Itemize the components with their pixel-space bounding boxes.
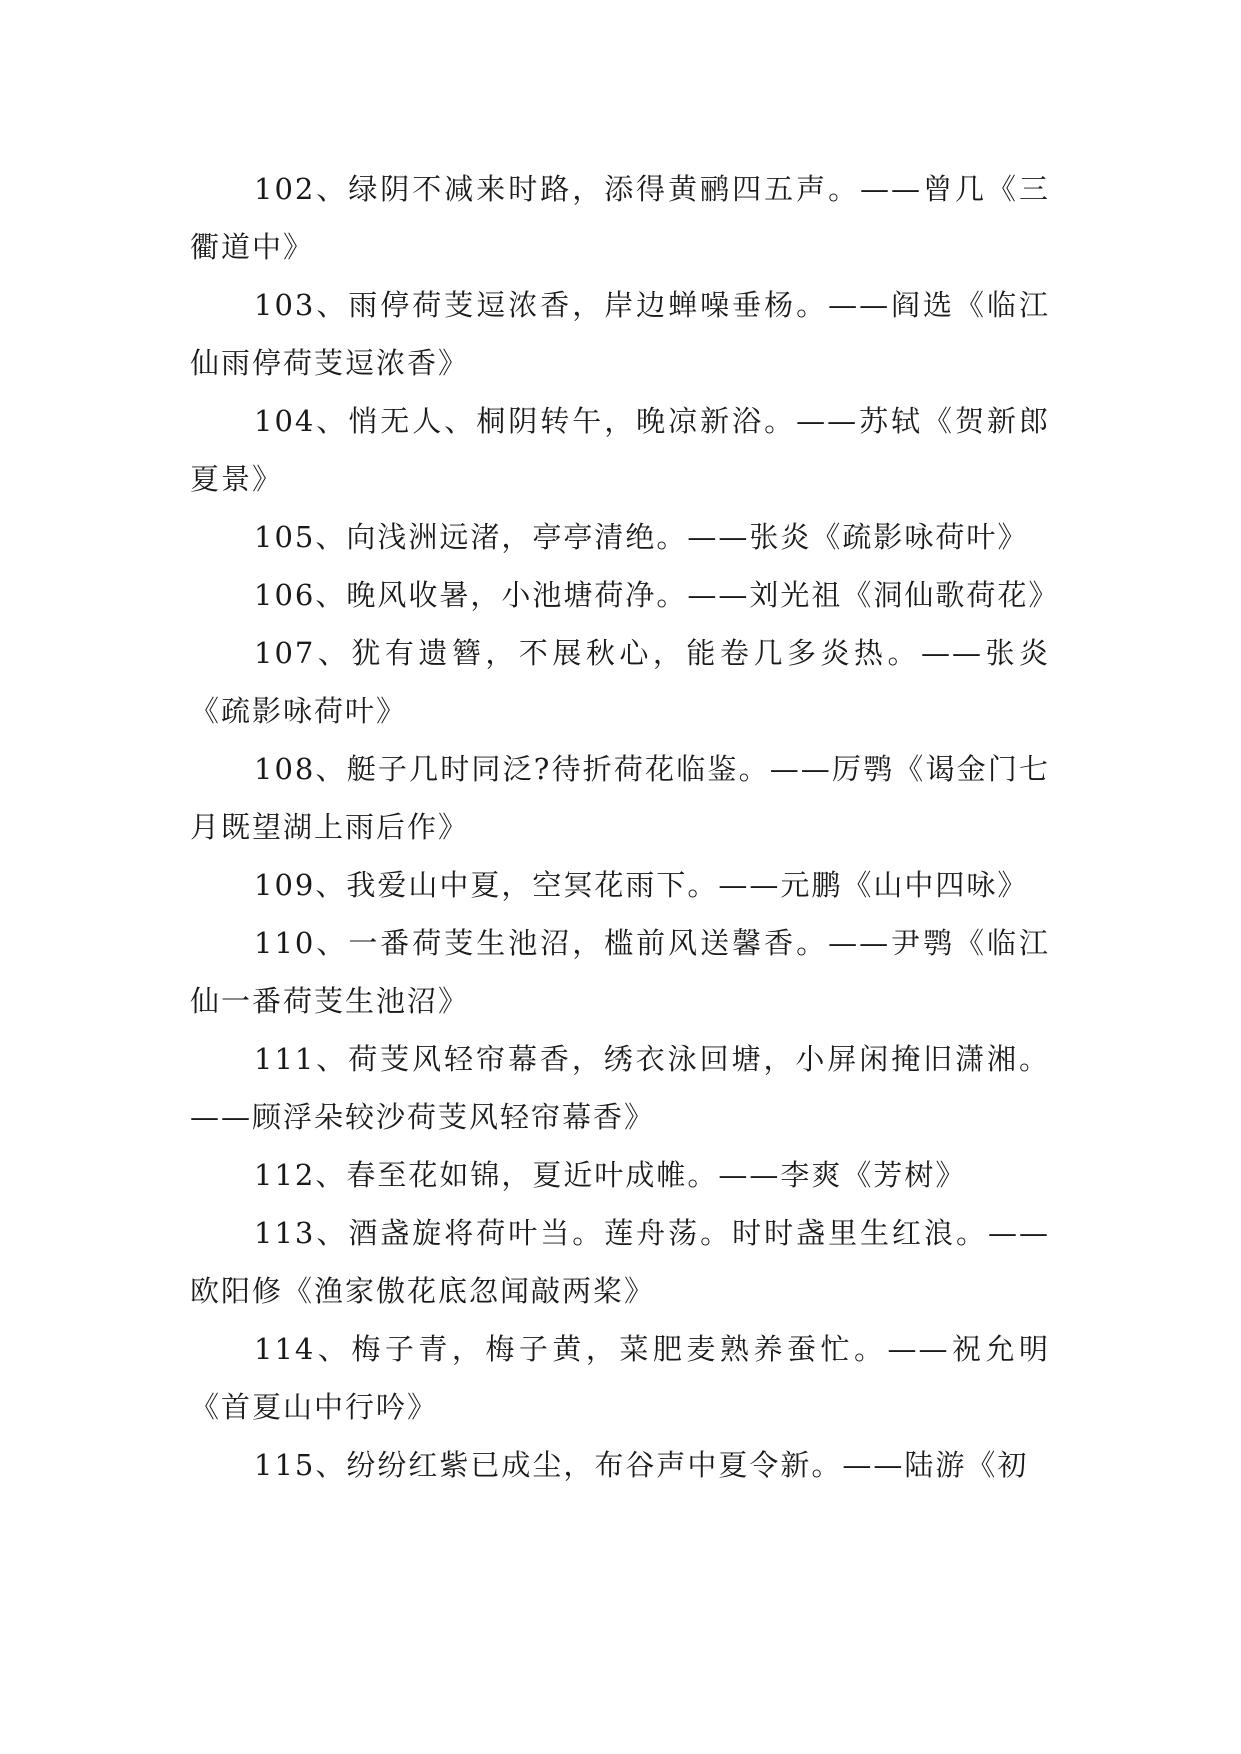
poem-line-113: 113、酒盏旋将荷叶当。莲舟荡。时时盏里生红浪。——欧阳修《渔家傲花底忽闻敲两桨》 bbox=[190, 1216, 1050, 1308]
poem-line-112: 112、春至花如锦，夏近叶成帷。——李爽《芳树》 bbox=[254, 1158, 967, 1192]
poem-line-115: 115、纷纷红紫已成尘，布谷声中夏令新。——陆游《初 bbox=[254, 1448, 1029, 1482]
poem-line-102: 102、绿阴不减来时路，添得黄鹂四五声。——曾几《三衢道中》 bbox=[190, 172, 1050, 264]
poem-line-111: 111、荷芰风轻帘幕香，绣衣泳回塘，小屏闲掩旧潇湘。——顾浮朵较沙荷芰风轻帘幕香》 bbox=[190, 1042, 1050, 1134]
poem-line-110: 110、一番荷芰生池沼，槛前风送馨香。——尹鹗《临江仙一番荷芰生池沼》 bbox=[190, 926, 1050, 1018]
poem-line-104: 104、悄无人、桐阴转午，晚凉新浴。——苏轼《贺新郎夏景》 bbox=[190, 404, 1050, 496]
poem-line-108: 108、艇子几时同泛?待折荷花临鉴。——厉鹗《谒金门七月既望湖上雨后作》 bbox=[190, 752, 1050, 844]
poem-line-106: 106、晚风收暑，小池塘荷净。——刘光祖《洞仙歌荷花》 bbox=[254, 578, 1060, 612]
poem-line-105: 105、向浅洲远渚，亭亭清绝。——张炎《疏影咏荷叶》 bbox=[254, 520, 1029, 554]
poem-list bbox=[190, 160, 1060, 1494]
poem-line-107: 107、犹有遗簪，不展秋心，能卷几多炎热。——张炎《疏影咏荷叶》 bbox=[190, 636, 1050, 728]
poem-line-114: 114、梅子青，梅子黄，菜肥麦熟养蚕忙。——祝允明《首夏山中行吟》 bbox=[190, 1332, 1050, 1424]
poem-line-109: 109、我爱山中夏，空冥花雨下。——元鹏《山中四咏》 bbox=[254, 868, 1029, 902]
poem-line-103: 103、雨停荷芰逗浓香，岸边蝉噪垂杨。——阎选《临江仙雨停荷芰逗浓香》 bbox=[190, 288, 1050, 380]
